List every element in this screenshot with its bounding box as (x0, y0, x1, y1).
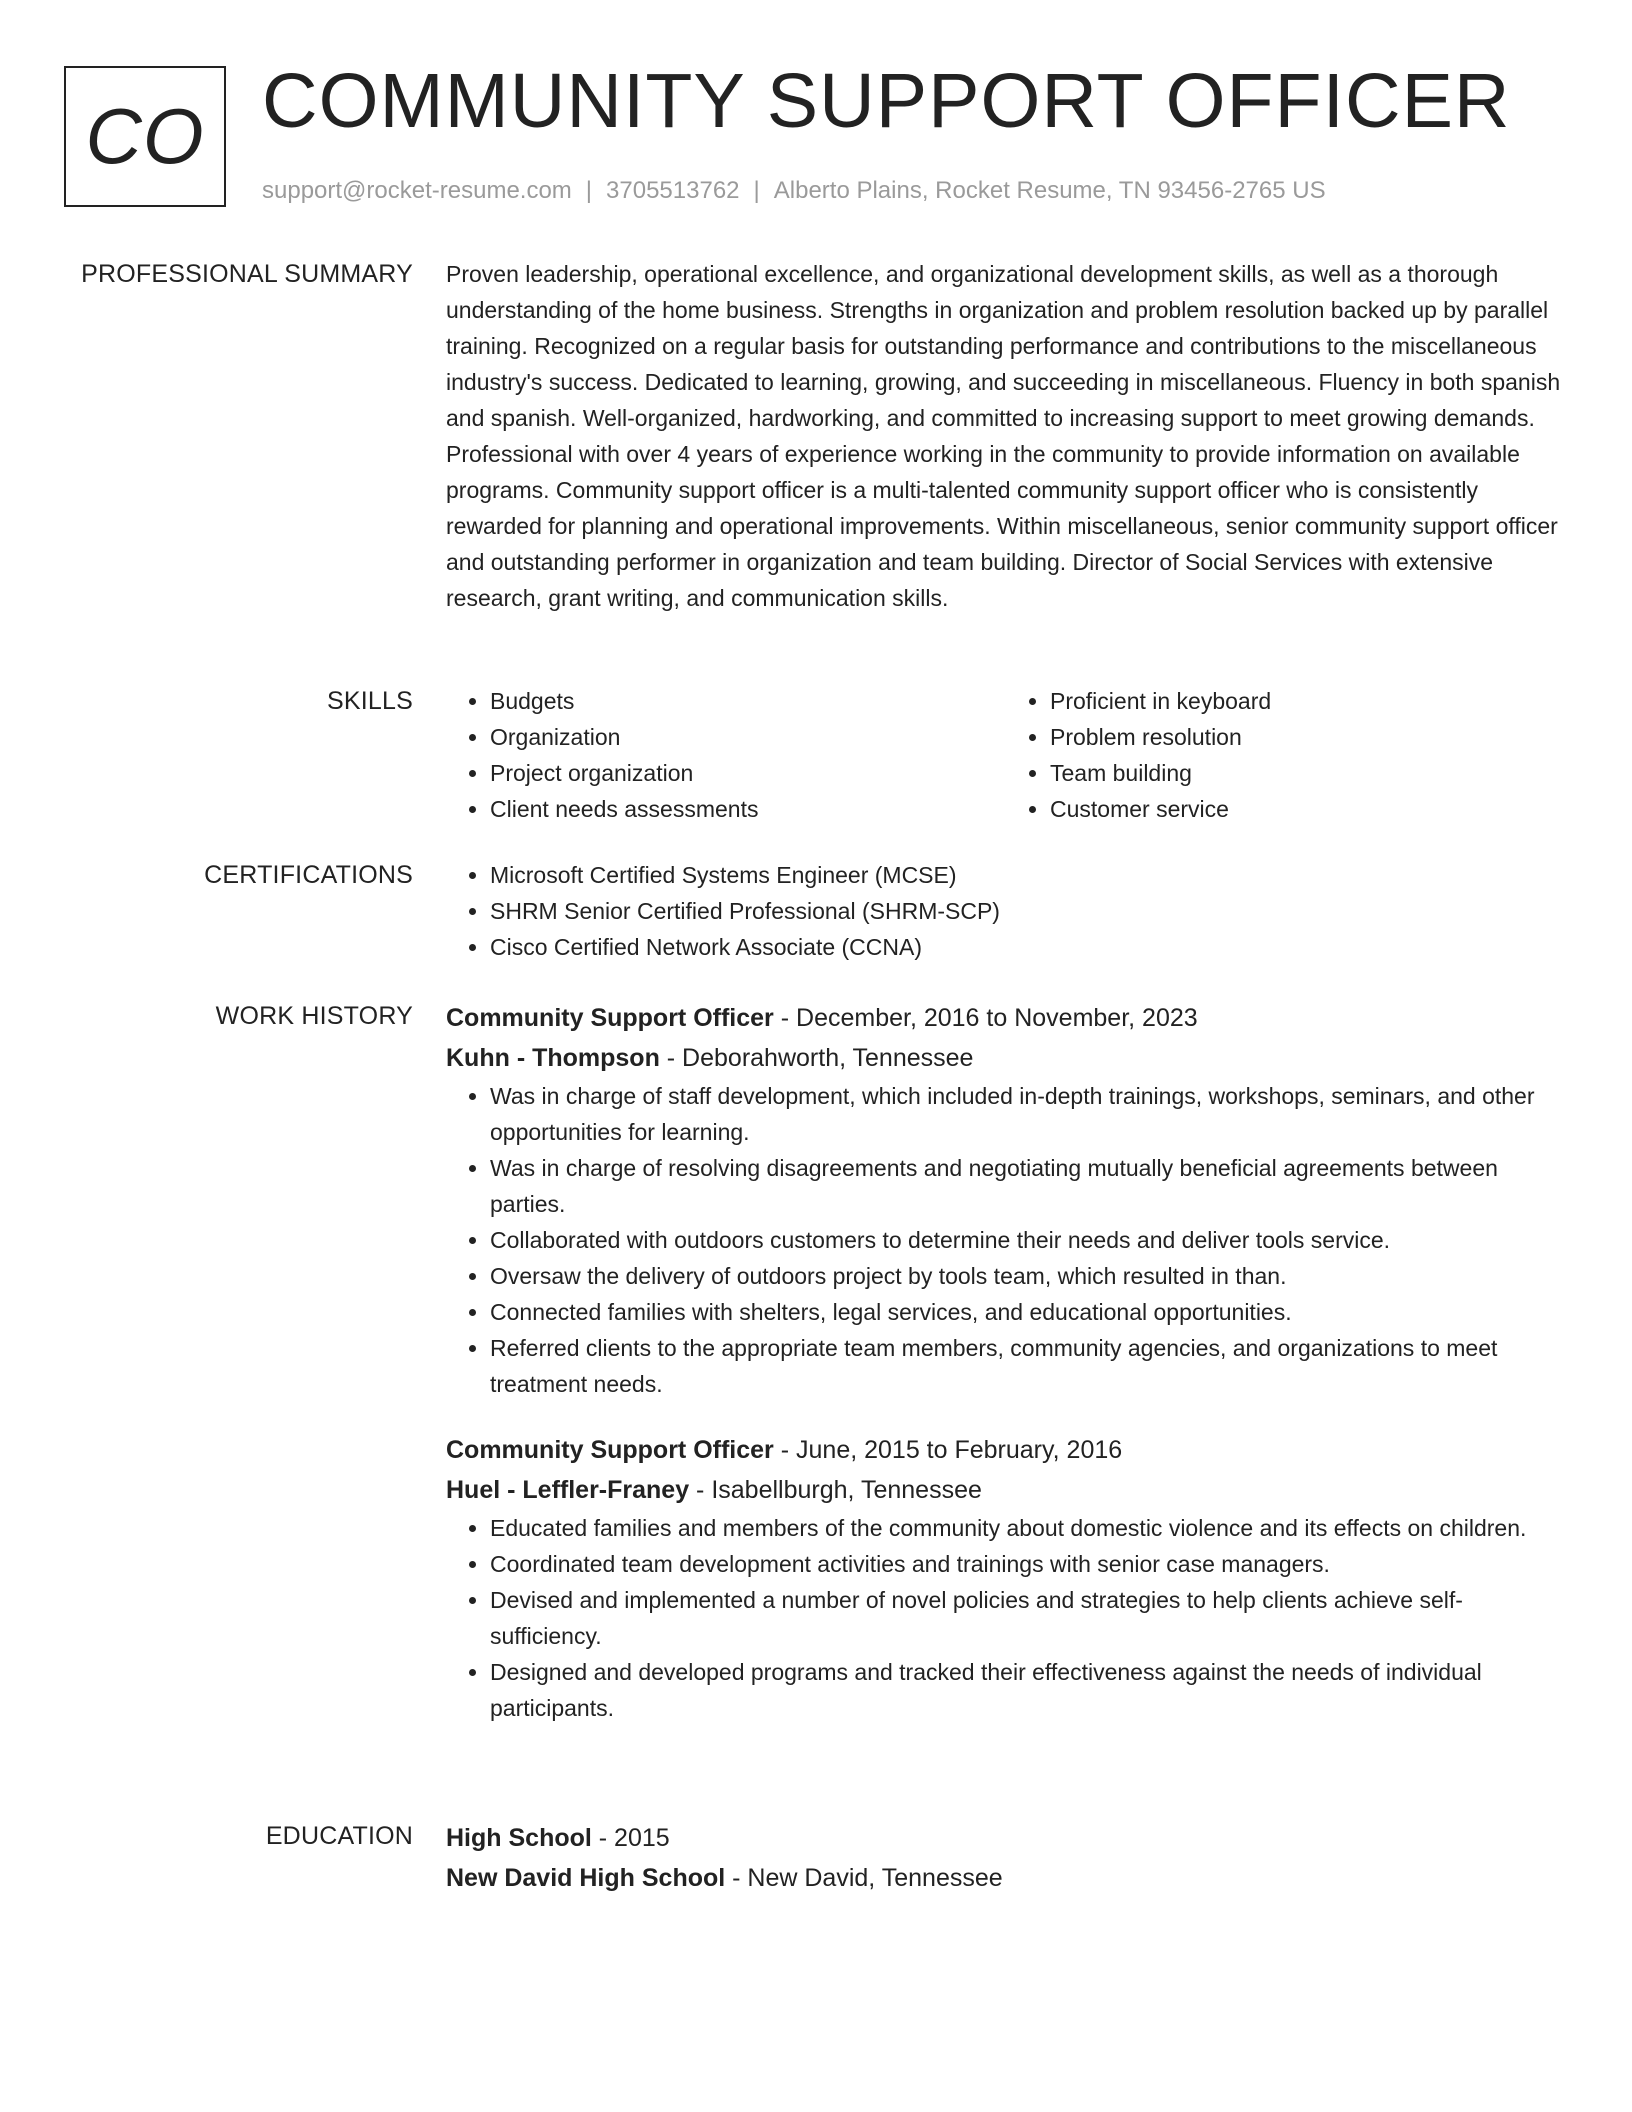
contact-line (262, 176, 1326, 206)
job-entry (446, 1430, 1566, 1726)
skills-label: SKILLS (327, 687, 413, 715)
company-line (446, 1470, 1566, 1510)
skill-item: • Project organization (490, 755, 1006, 791)
certification-item: • SHRM Senior Certified Professional (SHRM-SCP) (490, 893, 1566, 929)
job-bullet: • Coordinated team development activities and trainings with senior case managers. (490, 1546, 1566, 1582)
contact-separator: | (753, 177, 760, 204)
certification-item: • Microsoft Certified Systems Engineer (MCSE) (490, 857, 1566, 893)
certifications-list (446, 857, 1566, 965)
summary-body (446, 256, 1566, 616)
company-line (446, 1038, 1566, 1078)
job-bullets (446, 1078, 1566, 1402)
job-entry (446, 998, 1566, 1402)
skills-list-left (446, 683, 1006, 827)
contact-email[interactable]: support@rocket-resume.com (262, 177, 572, 204)
job-dates: - December, 2016 to November, 2023 (773, 1004, 1198, 1032)
skill-item: • Budgets (490, 683, 1006, 719)
education-body (446, 1818, 1566, 1898)
school-line (446, 1858, 1566, 1898)
job-bullet: • Was in charge of staff development, which included in-depth trainings, workshops, seminars, and other opportunities for learning. (490, 1078, 1566, 1150)
job-bullet: • Educated families and members of the community about domestic violence and its effects on children. (490, 1510, 1566, 1546)
job-bullet: • Oversaw the delivery of outdoors project by tools team, which resulted in than. (490, 1258, 1566, 1294)
monogram-logo: CO (64, 66, 226, 207)
company-name: Kuhn - Thompson (446, 1044, 660, 1072)
degree: High School (446, 1824, 592, 1852)
work-history-label: WORK HISTORY (215, 1002, 413, 1030)
skill-item: • Customer service (1050, 791, 1566, 827)
work-history-body (446, 998, 1566, 1726)
graduation-year: - 2015 (591, 1824, 670, 1852)
skill-item: • Client needs assessments (490, 791, 1006, 827)
job-title-line (446, 1430, 1566, 1470)
summary-label: PROFESSIONAL SUMMARY (81, 260, 413, 288)
job-bullets (446, 1510, 1566, 1726)
company-location: - Isabellburgh, Tennessee (689, 1476, 982, 1504)
job-dates: - June, 2015 to February, 2016 (773, 1436, 1123, 1464)
summary-text: Proven leadership, operational excellence, and organizational development skills, as well as a thorough understanding of the home business. Strengths in organization and problem resolution backed up by parallel training. Recognized on a regular basis for outstanding performance and contributions to the miscellaneous industry's success. Dedicated to learning, growing, and succeeding in miscellaneous. Fluency in both spanish and spanish. Well-organized, hardworking, and committed to increasing support to meet growing demands. Professional with over 4 years of experience working in the community to provide information on available programs. Community support officer is a multi-talented community support officer who is consistently rewarded for planning and operational improvements. Within miscellaneous, senior community support officer and outstanding performer in organization and team building. Director of Social Services with extensive research, grant writing, and communication skills. (446, 261, 1561, 611)
school-name: New David High School (446, 1864, 726, 1892)
contact-phone[interactable]: 3705513762 (606, 177, 740, 204)
skill-item: • Proficient in keyboard (1050, 683, 1566, 719)
contact-separator: | (585, 177, 593, 204)
certification-item: • Cisco Certified Network Associate (CCNA) (490, 929, 1566, 965)
school-location: - New David, Tennessee (725, 1864, 1003, 1892)
skills-body (446, 683, 1566, 827)
job-bullet: • Devised and implemented a number of novel policies and strategies to help clients achieve self-sufficiency. (490, 1582, 1566, 1654)
company-location: - Deborahworth, Tennessee (659, 1044, 974, 1072)
certifications-body (446, 857, 1566, 965)
job-bullet: • Was in charge of resolving disagreements and negotiating mutually beneficial agreements between parties. (490, 1150, 1566, 1222)
resume-title: COMMUNITY SUPPORT OFFICER (262, 58, 1511, 144)
job-title-line (446, 998, 1566, 1038)
skills-list-right (1006, 683, 1566, 827)
company-name: Huel - Leffler-Franey (446, 1476, 690, 1504)
job-title: Community Support Officer (446, 1436, 774, 1464)
job-bullet: • Connected families with shelters, legal services, and educational opportunities. (490, 1294, 1566, 1330)
job-bullet: • Collaborated with outdoors customers to determine their needs and deliver tools service. (490, 1222, 1566, 1258)
skill-item: • Organization (490, 719, 1006, 755)
education-label: EDUCATION (265, 1822, 413, 1850)
job-bullet: • Referred clients to the appropriate team members, community agencies, and organizations to meet treatment needs. (490, 1330, 1566, 1402)
job-title: Community Support Officer (446, 1004, 774, 1032)
contact-address: Alberto Plains, Rocket Resume, TN 93456-2765 US (773, 177, 1326, 204)
skill-item: • Team building (1050, 755, 1566, 791)
degree-line (446, 1818, 1566, 1858)
skill-item: • Problem resolution (1050, 719, 1566, 755)
job-bullet: • Designed and developed programs and tracked their effectiveness against the needs of individual participants. (490, 1654, 1566, 1726)
certifications-label: CERTIFICATIONS (204, 861, 413, 889)
